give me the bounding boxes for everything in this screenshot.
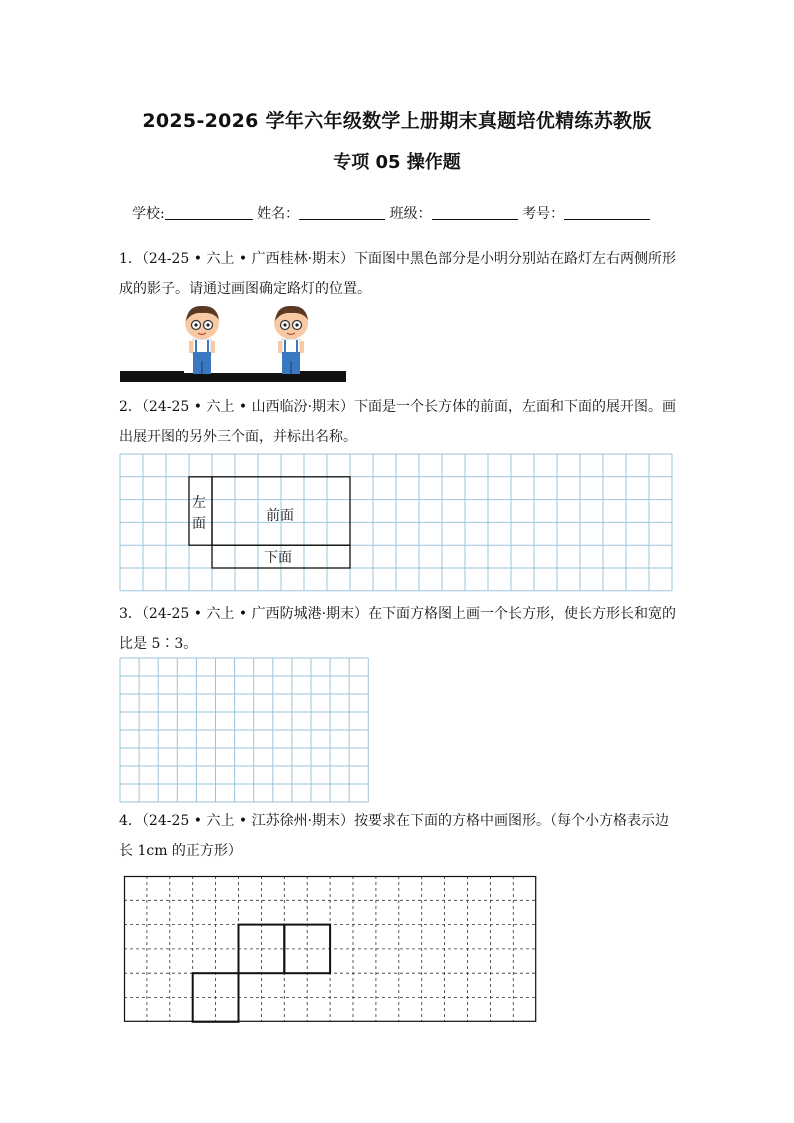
net-label-front: 前面: [266, 508, 294, 524]
page-subtitle: 专项 05 操作题: [333, 152, 461, 173]
question-number: 4．: [119, 813, 142, 829]
question-3: [119, 599, 679, 659]
name-blank[interactable]: [299, 205, 385, 220]
question-2: [119, 392, 679, 452]
net-label-left-bottom: 面: [192, 516, 206, 532]
right-shadow: [293, 371, 346, 375]
net-label-left-top: 左: [192, 495, 206, 511]
question-text: 按要求在下面的方格中画图形。（每个小方格表示边长 1cm 的正方形）: [119, 813, 670, 859]
q3-grid[interactable]: [120, 658, 369, 802]
boy-figure-right: [274, 306, 308, 374]
boy-figure-left: [185, 306, 219, 374]
left-shadow: [120, 371, 184, 375]
question-4: [119, 806, 679, 866]
question-source: （24-25 • 六上 • 广西桂林·期末）: [141, 251, 355, 267]
question-number: 1．: [119, 251, 142, 267]
school-blank[interactable]: [165, 205, 253, 220]
class-label: 班级：: [389, 206, 432, 222]
question-1: [119, 244, 679, 304]
school-label: 学校:: [132, 206, 165, 222]
question-number: 2．: [119, 399, 142, 415]
q4-dashed-grid[interactable]: [124, 876, 537, 1023]
question-source: （24-25 • 六上 • 广西防城港·期末）: [141, 606, 369, 622]
question-source: （24-25 • 六上 • 江苏徐州·期末）: [141, 813, 355, 829]
question-text: 在下面方格图上画一个长方形，使长方形长和宽的比是 5∶3。: [119, 606, 677, 652]
exam-no-label: 考号：: [522, 206, 565, 222]
question-number: 3．: [119, 606, 142, 622]
question-text: 下面图中黑色部分是小明分别站在路灯左右两侧所形成的影子。请通过画图确定路灯的位置。: [119, 251, 677, 297]
exam-no-blank[interactable]: [564, 205, 650, 220]
net-label-bottom: 下面: [264, 550, 292, 566]
question-source: （24-25 • 六上 • 山西临汾·期末）: [141, 399, 355, 415]
class-blank[interactable]: [432, 205, 518, 220]
student-info-line: [132, 203, 650, 223]
page-title: 2025-2026 学年六年级数学上册期末真题培优精练苏教版: [142, 110, 652, 132]
q1-shadow-figure: [118, 303, 350, 385]
name-label: 姓名：: [257, 206, 300, 222]
question-text: 下面是一个长方体的前面，左面和下面的展开图。画出展开图的另外三个面，并标出名称。: [119, 399, 677, 445]
